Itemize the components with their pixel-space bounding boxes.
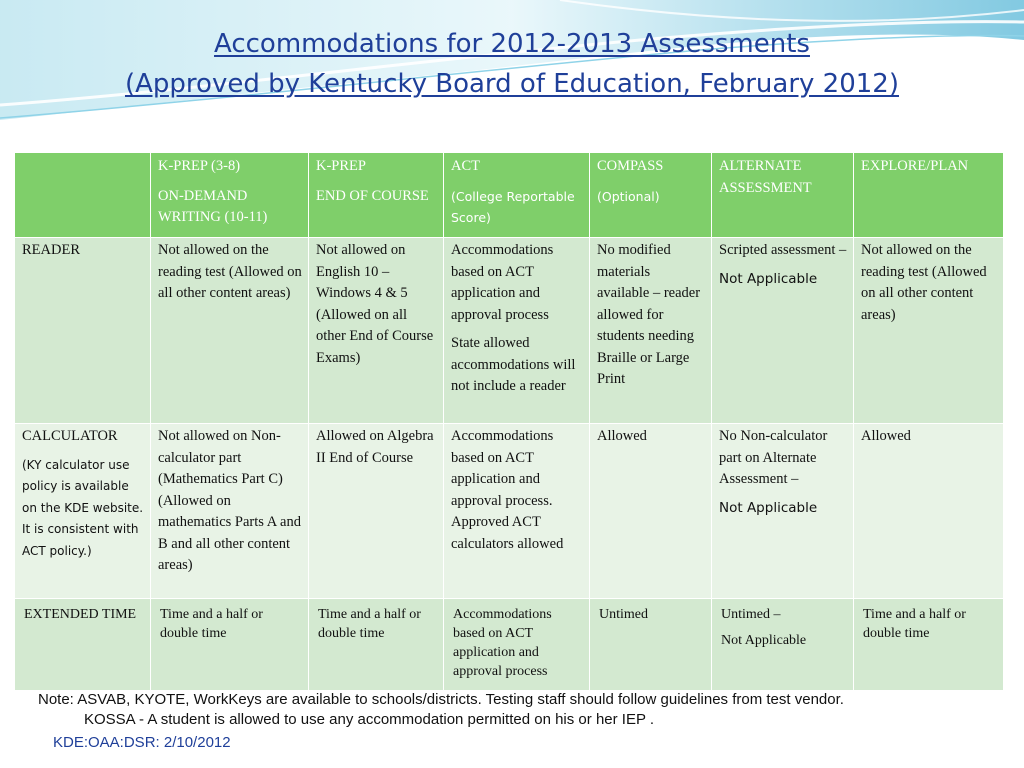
cell-reader-compass: No modified materials available – reader allowed for students needing Braille or Large Print — [590, 238, 712, 424]
slide-title — [0, 24, 1024, 104]
cell-extended-kprep: Time and a half or double time — [151, 599, 309, 691]
footnote — [38, 690, 1018, 729]
note-line-1: Note: ASVAB, KYOTE, WorkKeys are available to schools/districts. Testing staff should follow guidelines from test vendor. — [38, 691, 844, 708]
cell-extended-explore: Time and a half or double time — [854, 599, 1004, 691]
row-label-calculator: CALCULATOR (KY calculator use policy is available on the KDE website. It is consistent with ACT policy.) — [15, 424, 151, 599]
table-header-row — [15, 153, 1004, 238]
accommodations-table — [14, 152, 1004, 691]
cell-extended-compass: Untimed — [590, 599, 712, 691]
header-compass: COMPASS (Optional) — [590, 153, 712, 238]
cell-reader-eoc: Not allowed on English 10 – Windows 4 & 5 (Allowed on all other End of Course Exams) — [309, 238, 444, 424]
header-kprep-3-8: K-PREP (3-8) ON-DEMAND WRITING (10-11) — [151, 153, 309, 238]
table-row-extended-time — [15, 599, 1004, 691]
cell-reader-explore: Not allowed on the reading test (Allowed on all other content areas) — [854, 238, 1004, 424]
cell-calculator-explore: Allowed — [854, 424, 1004, 599]
cell-extended-act: Accommodations based on ACT application and approval process — [444, 599, 590, 691]
row-label-extended-time: EXTENDED TIME — [15, 599, 151, 691]
title-line-1: Accommodations for 2012-2013 Assessments — [214, 29, 810, 59]
cell-reader-alternate: Scripted assessment – Not Applicable — [712, 238, 854, 424]
cell-extended-eoc: Time and a half or double time — [309, 599, 444, 691]
header-kprep-eoc: K-PREP END OF COURSE — [309, 153, 444, 238]
cell-calculator-kprep: Not allowed on Non-calculator part (Mathematics Part C) (Allowed on mathematics Parts A and B and all other content areas) — [151, 424, 309, 599]
footer-reference: KDE:OAA:DSR: 2/10/2012 — [53, 734, 231, 751]
cell-reader-kprep: Not allowed on the reading test (Allowed on all other content areas) — [151, 238, 309, 424]
cell-calculator-compass: Allowed — [590, 424, 712, 599]
table-row-reader — [15, 238, 1004, 424]
cell-extended-alternate: Untimed – Not Applicable — [712, 599, 854, 691]
cell-calculator-act: Accommodations based on ACT application and approval process. Approved ACT calculators allowed — [444, 424, 590, 599]
cell-reader-act: Accommodations based on ACT application and approval process State allowed accommodations will not include a reader — [444, 238, 590, 424]
header-empty-cell — [15, 153, 151, 238]
header-act: ACT (College Reportable Score) — [444, 153, 590, 238]
cell-calculator-alternate: No Non-calculator part on Alternate Assessment – Not Applicable — [712, 424, 854, 599]
row-label-reader: READER — [15, 238, 151, 424]
note-line-2: KOSSA - A student is allowed to use any accommodation permitted on his or her IEP . — [84, 710, 655, 728]
header-explore-plan: EXPLORE/PLAN — [854, 153, 1004, 238]
table-row-calculator — [15, 424, 1004, 599]
cell-calculator-eoc: Allowed on Algebra II End of Course — [309, 424, 444, 599]
header-alternate-assessment: ALTERNATE ASSESSMENT — [712, 153, 854, 238]
title-line-2: (Approved by Kentucky Board of Education, February 2012) — [124, 69, 899, 99]
